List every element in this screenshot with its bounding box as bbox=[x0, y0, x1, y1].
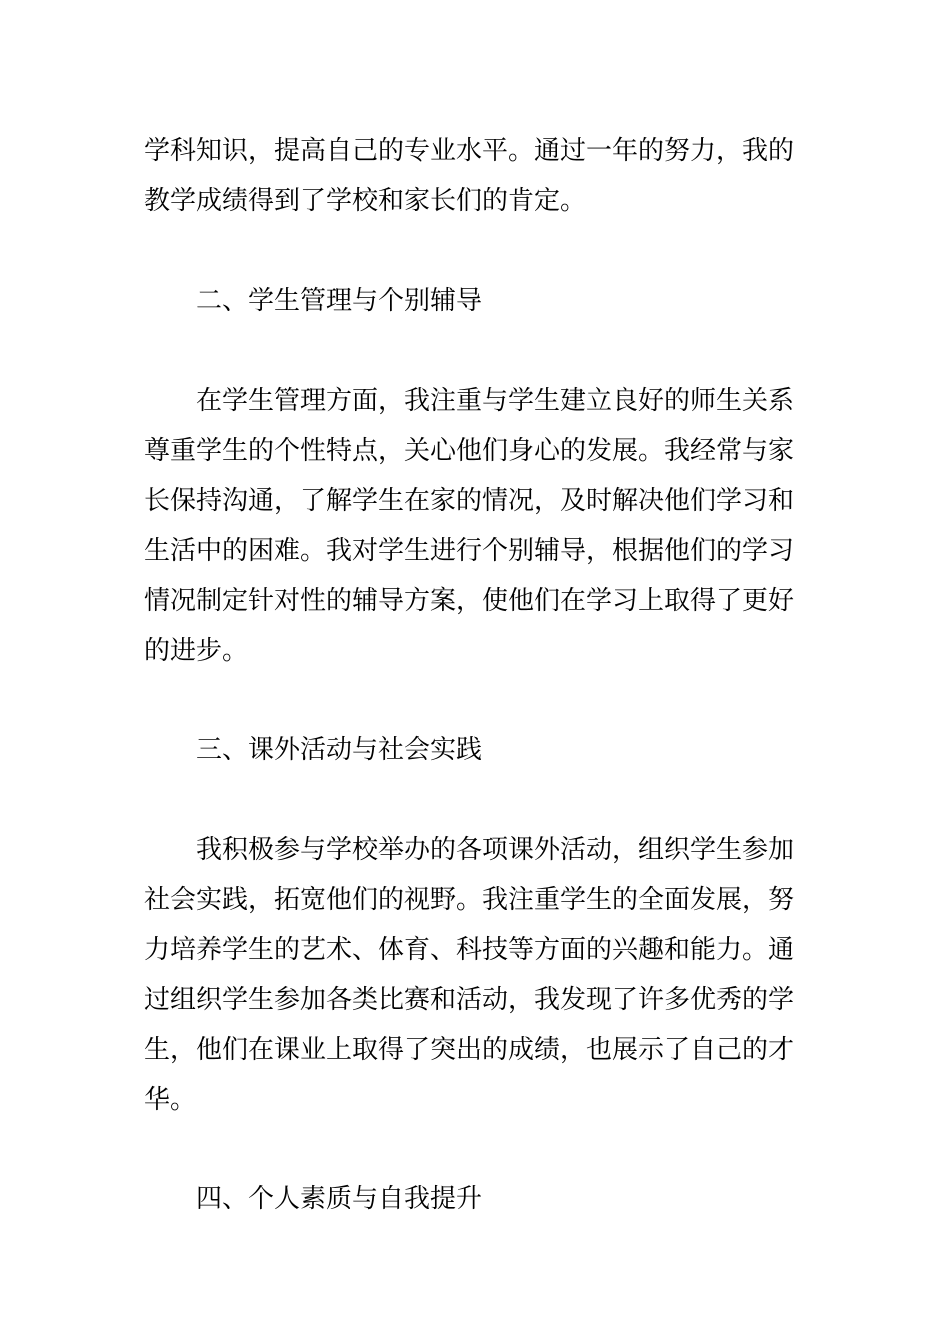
paragraph-line: 我积极参与学校举办的各项课外活动，组织学生参加 bbox=[196, 835, 795, 865]
paragraph-line: 学科知识，提高自己的专业水平。通过一年的努力，我的 bbox=[144, 136, 795, 166]
paragraph-line: 在学生管理方面，我注重与学生建立良好的师生关系 bbox=[196, 386, 795, 416]
paragraph-line: 过组织学生参加各类比赛和活动，我发现了许多优秀的学 bbox=[144, 985, 795, 1015]
paragraph-line: 长保持沟通，了解学生在家的情况，及时解决他们学习和 bbox=[144, 486, 795, 516]
section-heading: 二、学生管理与个别辅导 bbox=[196, 286, 483, 316]
paragraph-line: 社会实践，拓宽他们的视野。我注重学生的全面发展，努 bbox=[144, 885, 795, 915]
paragraph-line: 生活中的困难。我对学生进行个别辅导，根据他们的学习 bbox=[144, 536, 795, 566]
section-heading: 四、个人素质与自我提升 bbox=[196, 1184, 483, 1214]
paragraph-line: 力培养学生的艺术、体育、科技等方面的兴趣和能力。通 bbox=[144, 935, 795, 965]
paragraph-line: 的进步。 bbox=[144, 636, 249, 666]
section-heading: 三、课外活动与社会实践 bbox=[196, 735, 483, 765]
paragraph-line: 情况制定针对性的辅导方案，使他们在学习上取得了更好 bbox=[144, 586, 795, 616]
paragraph-line: 教学成绩得到了学校和家长们的肯定。 bbox=[144, 186, 587, 216]
paragraph-line: 生，他们在课业上取得了突出的成绩，也展示了自己的才 bbox=[144, 1035, 795, 1065]
paragraph-line: 华。 bbox=[144, 1085, 197, 1115]
paragraph-line: 尊重学生的个性特点，关心他们身心的发展。我经常与家 bbox=[144, 436, 795, 466]
